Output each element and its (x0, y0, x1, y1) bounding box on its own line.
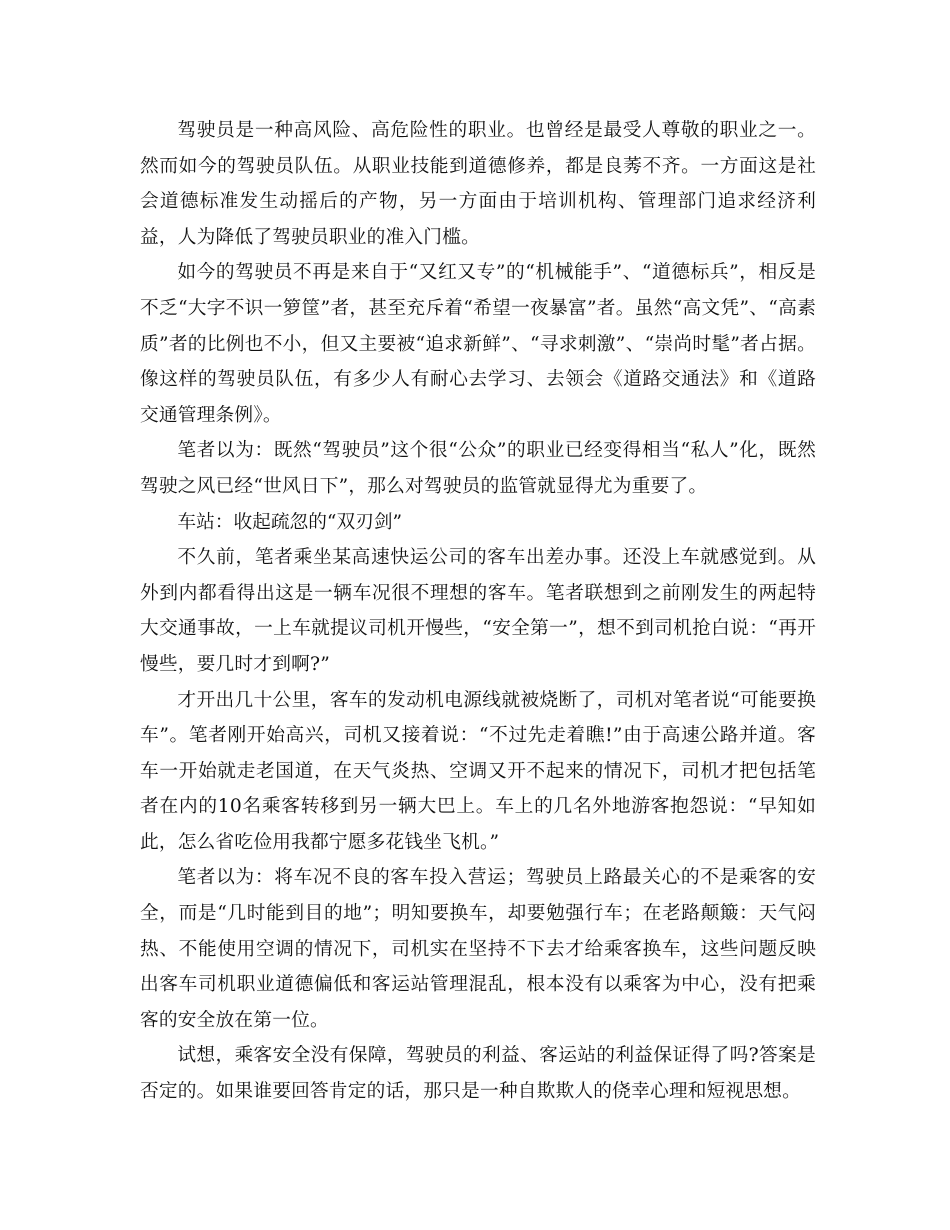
paragraph-6: 笔者以为：将车况不良的客车投入营运；驾驶员上路最关心的不是乘客的安全，而是“几时能到目的地”；明知要换车，却要勉强行车；在老路颠簸：天气闷热、不能使用空调的情况下，司机实在坚持不下去才给乘客换车，这些问题反映出客车司机职业道德偏低和客运站管理混乱，根本没有以乘客为中心，没有把乘客的安全放在第一位。 (140, 867, 816, 1031)
paragraph-4: 不久前，笔者乘坐某高速快运公司的客车出差办事。还没上车就感觉到。从外到内都看得出这是一辆车况很不理想的客车。笔者联想到之前刚发生的两起特大交通事故，一上车就提议司机开慢些，“安全第一”，想不到司机抢白说：“再开慢些，要几时才到啊?” (140, 547, 816, 675)
paragraph-1: 驾驶员是一种高风险、高危险性的职业。也曾经是最受人尊敬的职业之一。然而如今的驾驶员队伍。从职业技能到道德修养，都是良莠不齐。一方面这是社会道德标准发生动摇后的产物，另一方面由于培训机构、管理部门追求经济利益，人为降低了驾驶员职业的准入门槛。 (140, 120, 816, 248)
section-heading: 车站：收起疏忽的“双刃剑” (177, 511, 403, 533)
document-body (140, 113, 816, 1110)
paragraph-3: 笔者以为：既然“驾驶员”这个很“公众”的职业已经变得相当“私人”化，既然驾驶之风已经“世风日下”，那么对驾驶员的监管就显得尤为重要了。 (140, 440, 816, 497)
paragraph-5: 才开出几十公里，客车的发动机电源线就被烧断了，司机对笔者说“可能要换车”。笔者刚开始高兴，司机又接着说：“不过先走着瞧!”由于高速公路并道。客车一开始就走老国道，在天气炎热、空调又开不起来的情况下，司机才把包括笔者在内的10名乘客转移到另一辆大巴上。车上的几名外地游客抱怨说：“早知如此，怎么省吃俭用我都宁愿多花钱坐飞机。” (140, 689, 816, 853)
paragraph-7: 试想，乘客安全没有保障，驾驶员的利益、客运站的利益保证得了吗?答案是否定的。如果谁要回答肯定的话，那只是一种自欺欺人的侥幸心理和短视思想。 (140, 1045, 816, 1103)
paragraph-2: 如今的驾驶员不再是来自于“又红又专”的“机械能手”、“道德标兵”，相反是不乏“大字不识一箩筐”者，甚至充斥着“希望一夜暴富”者。虽然“高文凭”、“高素质”者的比例也不小，但又主要被“追求新鲜”、“寻求刺激”、“崇尚时髦”者占据。像这样的驾驶员队伍，有多少人有耐心去学习、去领会《道路交通法》和《道路交通管理条例》。 (140, 262, 816, 426)
